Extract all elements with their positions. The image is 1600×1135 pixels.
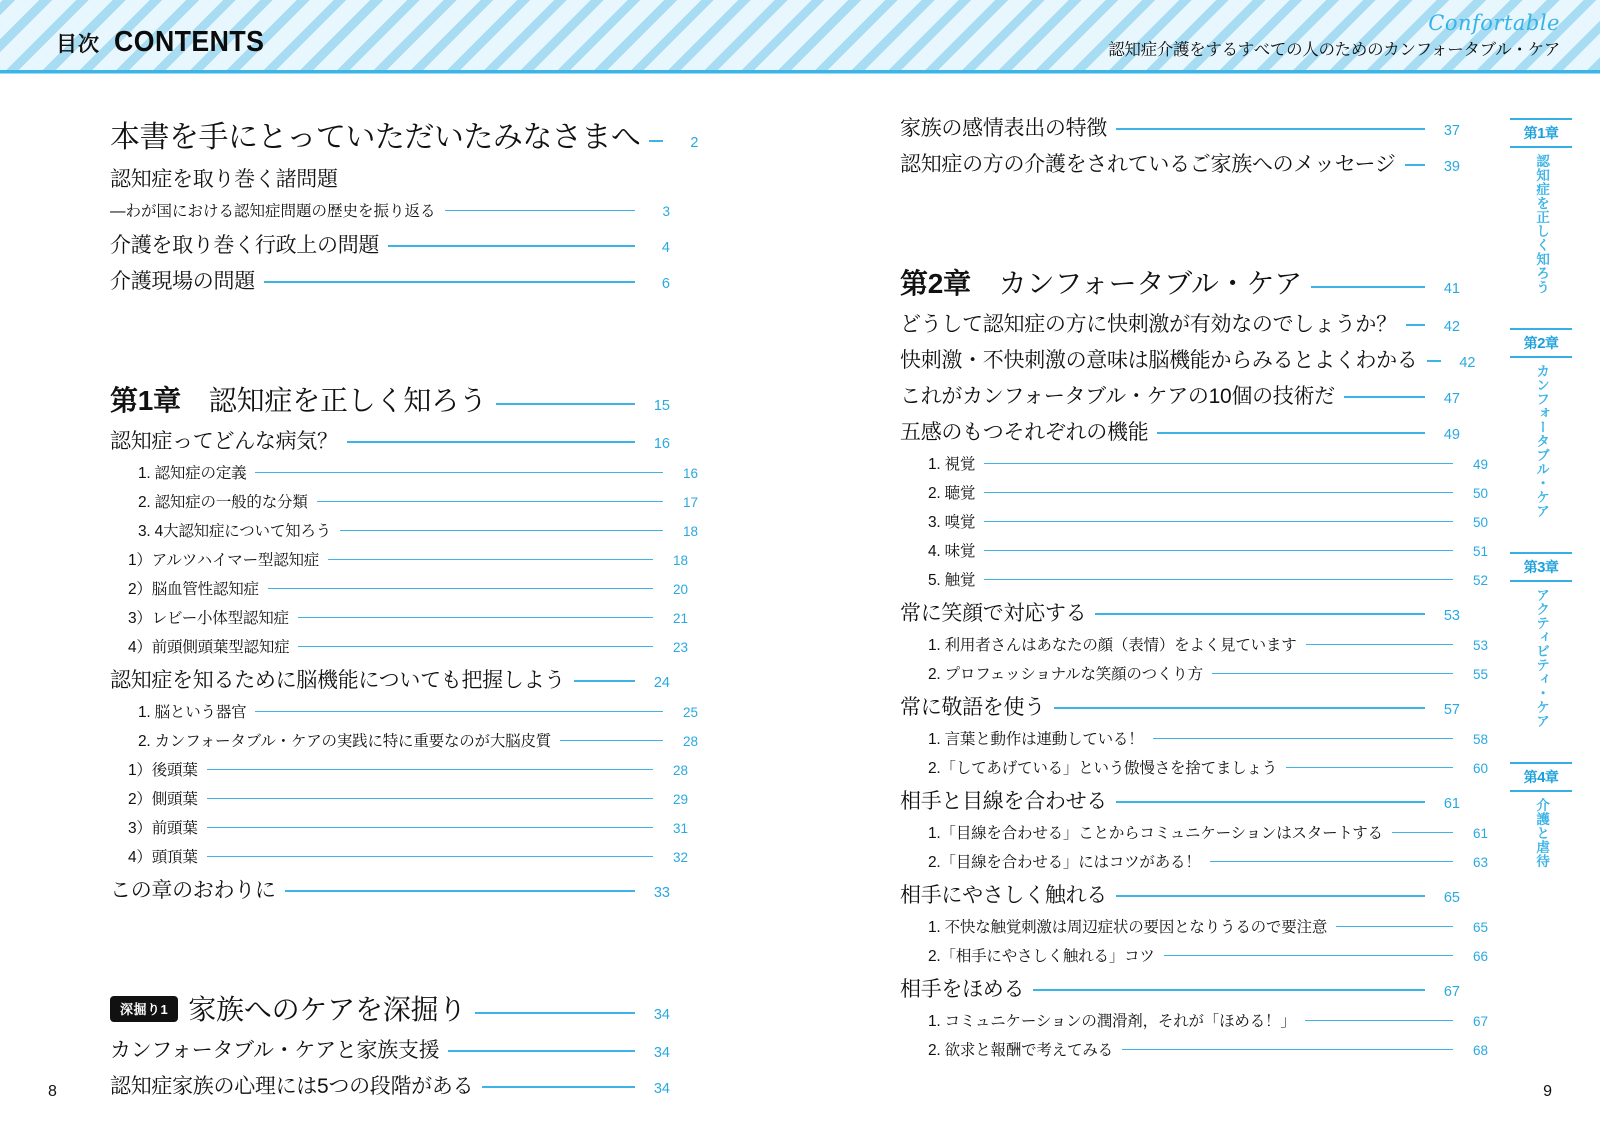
toc-entry-subsection[interactable] — [110, 700, 698, 722]
toc-leader-line — [317, 501, 663, 502]
toc-leader-line — [255, 472, 663, 473]
chapter-tab-number-suffix: 章 — [1544, 335, 1559, 351]
toc-entry-subsection[interactable] — [900, 452, 1488, 474]
toc-leader-line — [1054, 707, 1425, 709]
toc-page-number: 61 — [1472, 826, 1488, 841]
toc-leader-line — [984, 492, 1453, 493]
toc-page-number: 42 — [1443, 319, 1460, 335]
toc-page-number: 66 — [1472, 949, 1488, 964]
toc-entry-section[interactable] — [900, 691, 1460, 721]
chapter-tab-number-prefix: 第 — [1523, 769, 1538, 785]
toc-leader-line — [1336, 926, 1453, 927]
toc-page-number: 67 — [1472, 1014, 1488, 1029]
toc-entry-subsection[interactable] — [110, 729, 698, 751]
toc-page-number: 34 — [653, 1045, 670, 1061]
chapter-tab-number — [1510, 552, 1572, 582]
toc-entry-section[interactable] — [900, 879, 1460, 909]
toc-entry-label-group — [110, 379, 487, 419]
chapter-tab-number — [1510, 762, 1572, 792]
toc-leader-line — [207, 769, 653, 770]
toc-entry-subsection[interactable] — [900, 568, 1488, 590]
toc-leader-line — [264, 281, 635, 283]
toc-page-number: 3 — [662, 204, 670, 219]
chapter-tab-number-digit: 3 — [1537, 559, 1545, 576]
toc-page-number: 49 — [1443, 427, 1460, 443]
toc-entry-section[interactable] — [900, 380, 1460, 410]
folio-left: 8 — [48, 1083, 57, 1100]
toc-entry-label: ―わが国における認知症問題の歴史を振り返る — [110, 203, 436, 220]
toc-leader-line — [574, 680, 635, 682]
chapter-tab-4[interactable] — [1510, 762, 1572, 868]
toc-page-number: 53 — [1472, 638, 1488, 653]
toc-entry-label: 認知症を正しく知ろう — [208, 385, 487, 416]
toc-page-number: 39 — [1443, 159, 1460, 175]
header-right-branding — [1108, 12, 1560, 60]
toc-entry-subitem[interactable] — [110, 606, 688, 628]
toc-leader-line — [496, 403, 635, 405]
toc-leader-line — [984, 463, 1453, 464]
toc-leader-line — [984, 521, 1453, 522]
header-left-title-group — [56, 26, 278, 59]
folio-right: 9 — [1543, 1083, 1552, 1100]
toc-entry-section[interactable] — [900, 416, 1460, 446]
toc-leader-line — [1153, 738, 1453, 739]
page-title: CONTENTS — [114, 26, 265, 58]
toc-page-number: 18 — [682, 524, 698, 539]
chapter-tab-number-prefix: 第 — [1523, 125, 1538, 141]
toc-page-number: 51 — [1472, 544, 1488, 559]
toc-leader-line — [649, 140, 663, 142]
toc-entry-label: 2. 欲求と報酬で考えてみる — [928, 1042, 1113, 1059]
chapter-tab-label: 介護と虐待 — [1534, 798, 1550, 868]
toc-entry-feature[interactable] — [110, 988, 670, 1028]
toc-leader-line — [445, 210, 635, 211]
toc-leader-line — [207, 827, 653, 828]
toc-page-number: 33 — [653, 885, 670, 901]
toc-entry-label: 1. 脳という器官 — [138, 704, 247, 721]
toc-page-number: 58 — [1472, 732, 1488, 747]
toc-entry-subsection[interactable] — [110, 461, 698, 483]
toc-page-number: 20 — [672, 582, 688, 597]
toc-entry-label: 3. 4大認知症について知ろう — [138, 523, 332, 540]
toc-page-number: 47 — [1443, 391, 1460, 407]
toc-spacer — [110, 301, 670, 379]
toc-entry-subitem[interactable] — [110, 758, 688, 780]
toc-entry-section[interactable] — [900, 112, 1460, 142]
toc-entry-subitem[interactable] — [110, 548, 688, 570]
toc-entry-label: 認知症ってどんな病気？ — [110, 430, 338, 453]
toc-page-number: 42 — [1459, 355, 1476, 371]
toc-entry-label: 1. 言葉と動作は連動している！ — [928, 731, 1144, 748]
toc-entry-label: 4）前頭側頭葉型認知症 — [128, 639, 290, 656]
toc-leader-line — [1116, 895, 1425, 897]
toc-page-number: 55 — [1472, 667, 1488, 682]
toc-entry-section[interactable] — [900, 785, 1460, 815]
toc-entry-section[interactable] — [110, 1070, 670, 1100]
toc-entry-label: 4. 味覚 — [928, 543, 976, 560]
toc-leader-line — [328, 559, 653, 560]
toc-page-number: 31 — [672, 821, 688, 836]
toc-column-left — [110, 112, 699, 1106]
toc-column-right — [900, 112, 1488, 1067]
toc-page-number: 32 — [672, 850, 688, 865]
toc-entry-subitem[interactable] — [110, 577, 688, 599]
toc-entry-label: これがカンフォータブル・ケアの10個の技術だ — [900, 385, 1335, 408]
toc-page-number: 65 — [1443, 890, 1460, 906]
toc-entry-section[interactable] — [110, 874, 670, 904]
toc-entry-label: 常に笑顔で対応する — [900, 602, 1087, 625]
toc-entry-label: 相手と目線を合わせる — [900, 790, 1107, 813]
toc-entry-label: 2. プロフェッショナルな笑顔のつくり方 — [928, 666, 1203, 683]
toc-leader-line — [1286, 767, 1453, 768]
toc-leader-line — [984, 579, 1453, 580]
chapter-tab-label: 認知症を正しく知ろう — [1534, 154, 1550, 294]
toc-entry-label: 家族へのケアを深掘り — [188, 994, 467, 1025]
toc-entry-section[interactable] — [900, 344, 1476, 374]
toc-page-number: 65 — [1472, 920, 1488, 935]
header-script-title: Confortable — [1428, 11, 1560, 35]
toc-entry-label: カンフォータブル・ケア — [998, 268, 1303, 299]
chapter-number: 第2章 — [900, 268, 971, 299]
chapter-tab-rail — [1510, 118, 1572, 902]
toc-entry-subsection[interactable] — [900, 850, 1488, 872]
toc-entry-label: 1. コミュニケーションの潤滑剤，それが「ほめる！」 — [928, 1013, 1296, 1030]
toc-leader-line — [1157, 432, 1425, 434]
toc-leader-line — [1406, 324, 1425, 326]
chapter-tab-number-digit: 4 — [1537, 769, 1545, 786]
toc-page-number: 16 — [682, 466, 698, 481]
toc-entry-subitem[interactable] — [110, 787, 688, 809]
toc-leader-line — [268, 588, 653, 589]
toc-entry-label: 4）頭頂葉 — [128, 849, 198, 866]
toc-entry-label: 2. カンフォータブル・ケアの実践に特に重要なのが大脳皮質 — [138, 733, 552, 750]
toc-entry-label: 3. 嗅覚 — [928, 514, 976, 531]
toc-page-number: 61 — [1443, 796, 1460, 812]
toc-entry-label: この章のおわりに — [110, 879, 276, 902]
feature-badge: 深掘り1 — [110, 996, 178, 1022]
toc-page-number: 6 — [661, 276, 670, 292]
toc-entry-label: 2.「してあげている」という傲慢さを捨てましょう — [928, 760, 1278, 777]
toc-entry-label: 快刺激・不快刺激の意味は脳機能からみるとよくわかる — [900, 349, 1418, 372]
toc-entry-label: 認知症家族の心理には5つの段階がある — [110, 1075, 474, 1098]
toc-page-number: 16 — [653, 436, 670, 452]
toc-entry-label: 1. 利用者さんはあなたの顔（表情）をよく見ています — [928, 637, 1297, 654]
chapter-tab-1[interactable] — [1510, 118, 1572, 294]
chapter-tab-number — [1510, 118, 1572, 148]
toc-page-number: 53 — [1443, 608, 1460, 624]
toc-leader-line — [1122, 1049, 1453, 1050]
header-divider-rule-thin — [0, 73, 1600, 74]
toc-page-number: 24 — [653, 675, 670, 691]
toc-entry-subsection[interactable] — [900, 633, 1488, 655]
toc-leader-line — [388, 245, 635, 247]
toc-entry-label: 2. 聴覚 — [928, 485, 976, 502]
toc-leader-line — [1164, 955, 1453, 956]
toc-leader-line — [984, 550, 1453, 551]
toc-page-number: 57 — [1443, 702, 1460, 718]
toc-heading-static: 認知症を取り巻く諸問題 — [110, 168, 338, 191]
toc-leader-line — [1212, 673, 1453, 674]
toc-entry-subitem[interactable] — [110, 635, 688, 657]
toc-page-number: 50 — [1472, 515, 1488, 530]
toc-entry-subsection[interactable] — [110, 490, 698, 512]
toc-entry-label: 介護現場の問題 — [110, 270, 255, 293]
chapter-tab-label: アクティビティ・ケア — [1534, 588, 1550, 728]
chapter-tab-2[interactable] — [1510, 328, 1572, 518]
toc-leader-line — [560, 740, 663, 741]
toc-page-number: 52 — [1472, 573, 1488, 588]
toc-page-number: 41 — [1443, 281, 1460, 297]
toc-entry-label: 認知症を知るために脳機能についても把握しよう — [110, 669, 565, 692]
toc-entry-label: 2.「目線を合わせる」にはコツがある！ — [928, 854, 1201, 871]
toc-entry-subitem[interactable] — [110, 816, 688, 838]
toc-page-number: 17 — [682, 495, 698, 510]
toc-leader-line — [475, 1012, 635, 1014]
toc-page-number: 37 — [1443, 123, 1460, 139]
toc-entry-subsection[interactable] — [900, 510, 1488, 532]
toc-entry-subsection[interactable] — [900, 756, 1488, 778]
toc-entry-subsection[interactable] — [110, 519, 698, 541]
toc-page-number: 28 — [672, 763, 688, 778]
toc-page-number: 15 — [653, 398, 670, 414]
toc-entry-subsection[interactable] — [900, 662, 1488, 684]
toc-entry-subsection[interactable] — [900, 481, 1488, 503]
toc-leader-line — [1392, 832, 1453, 833]
toc-entry-subsection[interactable] — [900, 944, 1488, 966]
toc-leader-line — [1095, 613, 1425, 615]
toc-leader-line — [1210, 861, 1453, 862]
toc-entry-label: 本書を手にとっていただいたみなさまへ — [110, 121, 641, 154]
toc-entry-subitem[interactable] — [110, 845, 688, 867]
toc-leader-line — [340, 530, 663, 531]
toc-entry-subsection[interactable] — [900, 915, 1488, 937]
toc-page-number: 28 — [682, 734, 698, 749]
toc-entry-subsection[interactable] — [900, 1009, 1488, 1031]
toc-leader-line — [207, 856, 653, 857]
toc-entry-label: 5. 触覚 — [928, 572, 976, 589]
toc-entry-label: 1）後頭葉 — [128, 762, 198, 779]
toc-leader-line — [1305, 1020, 1453, 1021]
toc-page-number: 29 — [672, 792, 688, 807]
toc-entry-label: 認知症の方の介護をされているご家族へのメッセージ — [900, 153, 1396, 176]
toc-entry-section[interactable] — [900, 148, 1460, 178]
toc-entry-label-group — [110, 988, 466, 1028]
toc-page-number: 2 — [690, 135, 699, 151]
toc-leader-line — [1306, 644, 1453, 645]
toc-leader-line — [1116, 128, 1425, 130]
header-subtitle: 認知症介護をするすべての人のためのカンフォータブル・ケア — [1108, 41, 1560, 60]
chapter-tab-3[interactable] — [1510, 552, 1572, 728]
toc-leader-line — [1116, 801, 1425, 803]
toc-entry-note[interactable] — [110, 199, 670, 221]
toc-entry-label: 1. 不快な触覚刺激は周辺症状の要因となりうるので要注意 — [928, 919, 1328, 936]
toc-entry-section[interactable] — [110, 664, 670, 694]
toc-leader-line — [298, 617, 653, 618]
toc-entry-label-group — [900, 262, 1302, 302]
toc-page-number: 34 — [653, 1081, 670, 1097]
toc-page-number: 63 — [1472, 855, 1488, 870]
toc-entry-label: 家族の感情表出の特徴 — [900, 117, 1107, 140]
toc-page-number: 60 — [1472, 761, 1488, 776]
toc-entry-label: 相手をほめる — [900, 978, 1025, 1001]
toc-leader-line — [482, 1086, 635, 1088]
header-mokuji-label: 目次 — [56, 33, 100, 56]
chapter-tab-number — [1510, 328, 1572, 358]
toc-entry-label: 常に敬語を使う — [900, 696, 1045, 719]
chapter-tab-number-prefix: 第 — [1523, 335, 1538, 351]
toc-entry-label: 五感のもつそれぞれの機能 — [900, 421, 1149, 444]
toc-entry-section[interactable] — [900, 597, 1460, 627]
toc-leader-line — [1344, 396, 1425, 398]
toc-spacer — [900, 184, 1460, 262]
toc-leader-line — [285, 890, 635, 892]
toc-page-number: 49 — [1472, 457, 1488, 472]
toc-entry-section[interactable] — [900, 308, 1460, 338]
toc-entry-label: 3）前頭葉 — [128, 820, 198, 837]
chapter-tab-label: カンフォータブル・ケア — [1534, 364, 1550, 518]
toc-entry-chapter[interactable] — [110, 379, 670, 419]
toc-entry-label: どうして認知症の方に快刺激が有効なのでしょうか？ — [900, 313, 1397, 336]
toc-entry-label: 2）側頭葉 — [128, 791, 198, 808]
toc-page-number: 34 — [653, 1007, 670, 1023]
toc-page-number: 50 — [1472, 486, 1488, 501]
toc-leader-line — [255, 711, 663, 712]
toc-entry-label: 1.「目線を合わせる」ことからコミュニケーションはスタートする — [928, 825, 1383, 842]
toc-page-number: 68 — [1472, 1043, 1488, 1058]
toc-entry-chapter[interactable] — [900, 262, 1460, 302]
chapter-tab-number-prefix: 第 — [1523, 559, 1538, 575]
toc-entry-label: 介護を取り巻く行政上の問題 — [110, 234, 380, 257]
toc-entry-subsection[interactable] — [900, 821, 1488, 843]
toc-entry-section[interactable] — [110, 229, 670, 259]
toc-leader-line — [207, 798, 653, 799]
toc-leader-line — [1427, 360, 1441, 362]
toc-entry-subsection[interactable] — [900, 539, 1488, 561]
toc-entry-section[interactable] — [110, 1034, 670, 1064]
toc-entry-title[interactable] — [110, 112, 699, 157]
toc-spacer — [110, 910, 670, 988]
toc-entry-section[interactable] — [110, 425, 670, 455]
toc-entry-section[interactable] — [900, 973, 1460, 1003]
toc-entry-subsection[interactable] — [900, 727, 1488, 749]
toc-page-number: 23 — [672, 640, 688, 655]
toc-page-number: 4 — [661, 240, 670, 256]
toc-entry-section[interactable] — [110, 265, 670, 295]
toc-leader-line — [448, 1050, 635, 1052]
toc-entry-label: 3）レビー小体型認知症 — [128, 610, 289, 627]
chapter-number: 第1章 — [110, 385, 181, 416]
toc-entry-label: 1）アルツハイマー型認知症 — [128, 552, 320, 569]
chapter-tab-number-suffix: 章 — [1544, 125, 1559, 141]
toc-entry-label: カンフォータブル・ケアと家族支援 — [110, 1039, 440, 1062]
toc-entry-label: 相手にやさしく触れる — [900, 884, 1107, 907]
chapter-tab-number-digit: 1 — [1537, 125, 1545, 142]
chapter-tab-number-digit: 2 — [1537, 335, 1545, 352]
toc-leader-line — [1405, 164, 1425, 166]
toc-page-number: 25 — [682, 705, 698, 720]
toc-entry-label: 2. 認知症の一般的な分類 — [138, 494, 308, 511]
toc-page-number: 18 — [672, 553, 688, 568]
toc-entry-label: 1. 認知症の定義 — [138, 465, 247, 482]
toc-page-number: 67 — [1443, 984, 1460, 1000]
chapter-tab-number-suffix: 章 — [1544, 559, 1559, 575]
toc-page-number: 21 — [672, 611, 688, 626]
toc-leader-line — [1033, 989, 1425, 991]
toc-entry-label: 1. 視覚 — [928, 456, 976, 473]
toc-leader-line — [298, 646, 653, 647]
toc-leader-line — [1311, 286, 1425, 288]
toc-leader-line — [347, 441, 635, 443]
toc-entry-label: 2.「相手にやさしく触れる」コツ — [928, 948, 1155, 965]
toc-entry-label: 2）脳血管性認知症 — [128, 581, 259, 598]
chapter-tab-number-suffix: 章 — [1544, 769, 1559, 785]
toc-entry-subsection[interactable] — [900, 1038, 1488, 1060]
